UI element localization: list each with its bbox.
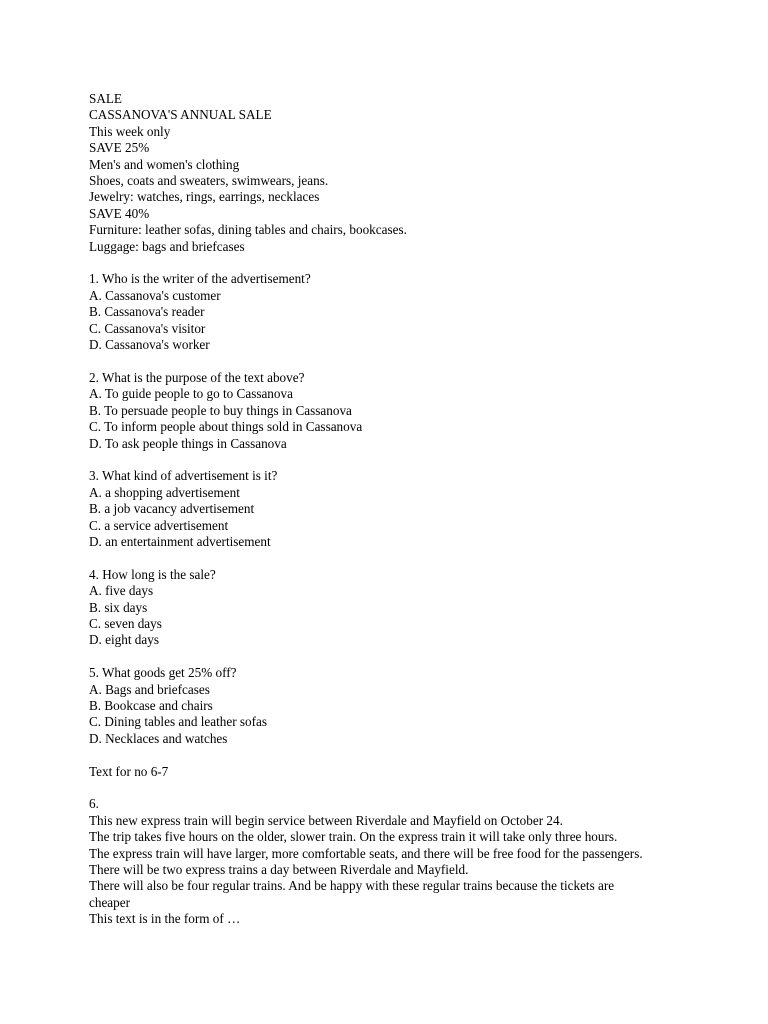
ad-line-clothing: Men's and women's clothing (89, 156, 240, 172)
answer-option: C. To inform people about things sold in Cassanova (89, 419, 363, 435)
spacer (89, 780, 689, 796)
answer-option: B. six days (89, 599, 148, 615)
question-text: 1. Who is the writer of the advertisement? (89, 271, 311, 287)
spacer (89, 452, 689, 468)
question-block (89, 665, 689, 747)
passage-line: This new express train will begin service between Riverdale and Mayfield on October 24. (89, 812, 563, 828)
spacer (89, 550, 689, 566)
answer-option: B. Cassanova's reader (89, 304, 205, 320)
spacer (89, 649, 689, 665)
document-content (89, 91, 689, 928)
spacer (89, 747, 689, 763)
ad-line-jewelry: Jewelry: watches, rings, earrings, necklaces (89, 189, 320, 205)
answer-option: A. To guide people to go to Cassanova (89, 386, 293, 402)
question-text: 2. What is the purpose of the text above? (89, 369, 305, 385)
question-block (89, 567, 689, 649)
ad-line-duration: This week only (89, 123, 171, 139)
ad-line-shoes: Shoes, coats and sweaters, swimwears, jeans. (89, 173, 329, 189)
question-text: 5. What goods get 25% off? (89, 665, 237, 681)
question-block (89, 271, 689, 353)
answer-option: D. To ask people things in Cassanova (89, 435, 287, 451)
advertisement (89, 91, 689, 255)
text-for-note: Text for no 6-7 (89, 763, 169, 779)
answer-option: D. an entertainment advertisement (89, 533, 271, 549)
spacer (89, 353, 689, 369)
answer-option: C. Dining tables and leather sofas (89, 714, 267, 730)
question-text: 3. What kind of advertisement is it? (89, 468, 278, 484)
answer-option: B. To persuade people to buy things in Cassanova (89, 402, 352, 418)
ad-line-title: SALE (89, 91, 122, 106)
answer-option: A. a shopping advertisement (89, 484, 240, 500)
passage-line: There will be two express trains a day between Riverdale and Mayfield. (89, 861, 469, 877)
answer-option: B. Bookcase and chairs (89, 697, 213, 713)
answer-option: D. Necklaces and watches (89, 730, 228, 746)
answer-option: C. a service advertisement (89, 517, 229, 533)
ad-line-furniture: Furniture: leather sofas, dining tables and chairs, bookcases. (89, 222, 407, 238)
answer-option: C. seven days (89, 615, 162, 631)
passage-line: There will also be four regular trains. And be happy with these regular trains because the tickets are (89, 878, 615, 894)
answer-option: C. Cassanova's visitor (89, 320, 206, 336)
spacer (89, 255, 689, 271)
ad-line-store: CASSANOVA'S ANNUAL SALE (89, 107, 272, 123)
question-block (89, 370, 689, 452)
answer-option: A. five days (89, 583, 154, 599)
question-number: 6. (89, 796, 99, 812)
question-6-block (89, 796, 689, 927)
answer-option: D. Cassanova's worker (89, 337, 210, 353)
ad-line-save-25: SAVE 25% (89, 140, 150, 156)
answer-option: D. eight days (89, 632, 159, 648)
passage-line: The trip takes five hours on the older, slower train. On the express train it will take only three hours. (89, 829, 618, 845)
question-stem: This text is in the form of … (89, 911, 241, 927)
passage-line: The express train will have larger, more comfortable seats, and there will be free food for the passengers. (89, 845, 643, 861)
answer-option: B. a job vacancy advertisement (89, 501, 255, 517)
passage-line: cheaper (89, 894, 130, 910)
answer-option: A. Cassanova's customer (89, 287, 221, 303)
question-block (89, 468, 689, 550)
question-text: 4. How long is the sale? (89, 566, 216, 582)
ad-line-luggage: Luggage: bags and briefcases (89, 238, 245, 254)
ad-line-save-40: SAVE 40% (89, 205, 150, 221)
answer-option: A. Bags and briefcases (89, 681, 210, 697)
